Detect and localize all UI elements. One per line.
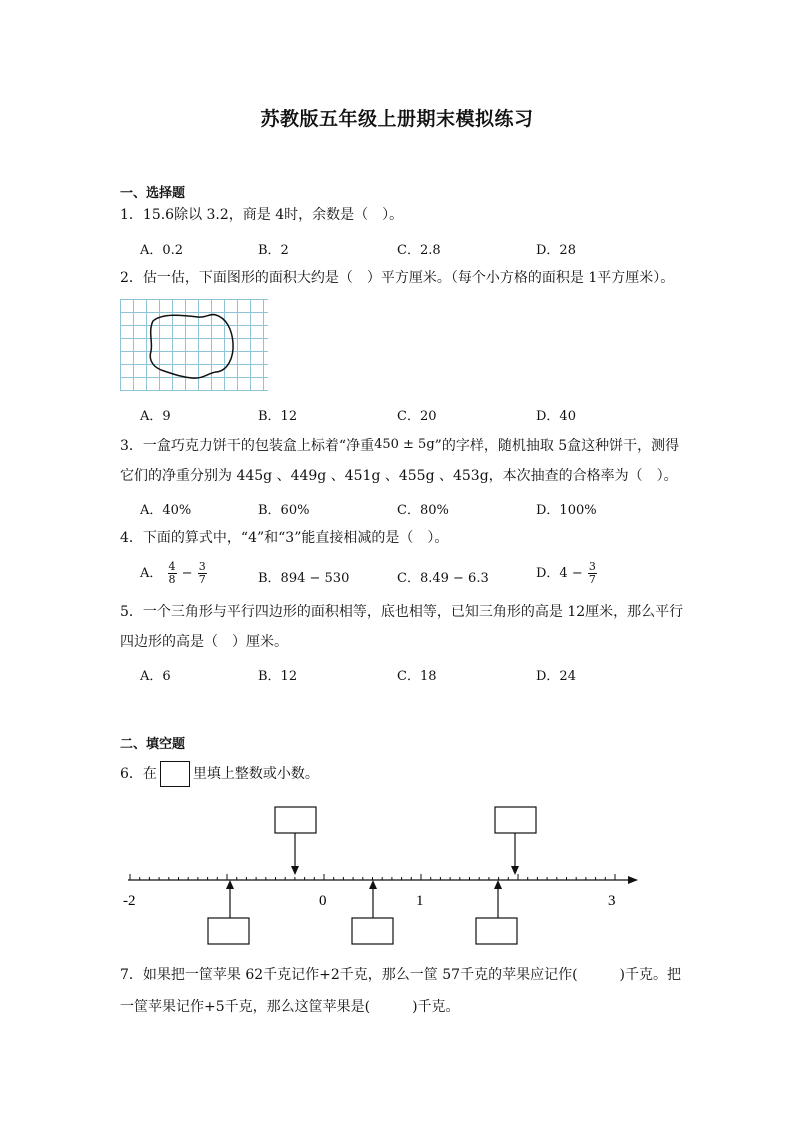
grid-figure — [120, 299, 268, 391]
q2-option-a[interactable]: A．9 — [140, 409, 171, 424]
q4-option-d[interactable] — [536, 557, 598, 591]
arrow-up-icon — [369, 880, 377, 889]
q4-option-c[interactable]: C．8.49 − 6.3 — [397, 571, 489, 586]
q3-option-b[interactable]: B．60% — [258, 503, 310, 518]
q1-option-a[interactable]: A．0.2 — [140, 243, 184, 258]
number-line-figure — [118, 800, 648, 950]
q2-option-d[interactable]: D．40 — [536, 409, 576, 424]
fraction-3-7 — [198, 561, 207, 586]
q6-text-post: 里填上整数或小数。 — [192, 766, 319, 782]
irregular-shape — [150, 315, 233, 379]
q1-option-c[interactable]: C．2.8 — [397, 243, 441, 258]
section-heading-choice: 一、选择题 — [120, 186, 186, 201]
denominator: 8 — [168, 573, 176, 586]
label-0: 0 — [319, 893, 327, 909]
question-7-line-2: 一筐苹果记作+5千克，那么这筐苹果是( )千克。 — [120, 999, 460, 1015]
question-3-line-1 — [120, 435, 679, 456]
q6-text-pre: 6．在 — [120, 766, 157, 782]
q3-option-a[interactable]: A．40% — [140, 503, 192, 518]
q4-option-d-label: D．4 − — [536, 566, 583, 581]
answer-box-bottom-1 — [208, 918, 249, 944]
numerator: 4 — [168, 560, 176, 573]
answer-box-top-2 — [495, 807, 536, 833]
question-2: 2．估一估，下面图形的面积大约是（ ）平方厘米。（每个小方格的面积是 1平方厘米）。 — [120, 270, 675, 286]
label-3: 3 — [608, 893, 616, 909]
arrow-down-icon — [291, 866, 299, 875]
label-1: 1 — [416, 893, 424, 909]
axis-arrow-icon — [628, 876, 638, 884]
question-3-line-2: 它们的净重分别为 445g 、449g 、451g 、455g 、453g，本次抽查的合格率为（ ）。 — [120, 468, 678, 484]
minus-sign: − — [181, 566, 193, 581]
denominator: 7 — [588, 573, 596, 586]
arrow-down-icon — [511, 866, 519, 875]
answer-box-top-1 — [275, 807, 316, 833]
section-heading-fill: 二、填空题 — [120, 737, 186, 752]
page-title: 苏教版五年级上册期末模拟练习 — [260, 108, 534, 130]
question-4: 4．下面的算式中，“4”和“3”能直接相减的是（ ）。 — [120, 530, 449, 546]
inline-blank-box — [160, 761, 190, 787]
q5-option-d[interactable]: D．24 — [536, 669, 576, 684]
q5-option-b[interactable]: B．12 — [258, 669, 298, 684]
q4-option-b[interactable]: B．894 − 530 — [258, 571, 350, 586]
label-neg2: -2 — [123, 893, 136, 909]
question-1: 1．15.6除以 3.2，商是 4时，余数是（ ）。 — [120, 207, 404, 223]
q1-option-b[interactable]: B．2 — [258, 243, 289, 258]
question-6 — [120, 760, 319, 788]
q3-net-weight: 450 ± 5g — [374, 437, 435, 452]
q2-option-b[interactable]: B．12 — [258, 409, 298, 424]
q2-option-c[interactable]: C．20 — [397, 409, 437, 424]
q5-option-c[interactable]: C．18 — [397, 669, 437, 684]
arrow-up-icon — [494, 880, 502, 889]
denominator: 7 — [198, 573, 206, 586]
q4-option-a-label: A． — [140, 566, 163, 581]
question-5-line-1: 5．一个三角形与平行四边形的面积相等，底也相等，已知三角形的高是 12厘米，那么平行 — [120, 604, 684, 620]
q3-option-c[interactable]: C．80% — [397, 503, 449, 518]
answer-box-bottom-2 — [352, 918, 393, 944]
numerator: 3 — [588, 560, 596, 573]
numerator: 3 — [198, 560, 206, 573]
q3-option-d[interactable]: D．100% — [536, 503, 597, 518]
q5-option-a[interactable]: A．6 — [140, 669, 171, 684]
q4-option-a[interactable] — [140, 557, 208, 591]
arrow-up-icon — [226, 880, 234, 889]
fraction-4-8 — [168, 561, 177, 586]
q3-text-pre: 3．一盒巧克力饼干的包装盒上标着“净重 — [120, 438, 375, 454]
fraction-3-7 — [588, 561, 597, 586]
question-7-line-1: 7．如果把一筐苹果 62千克记作+2千克，那么一筐 57千克的苹果应记作( )千克。把 — [120, 967, 681, 983]
question-5-line-2: 四边形的高是（ ）厘米。 — [120, 634, 288, 650]
answer-box-bottom-3 — [476, 918, 517, 944]
q3-text-post: ”的字样，随机抽取 5盒这种饼干，测得 — [434, 438, 680, 454]
q1-option-d[interactable]: D．28 — [536, 243, 576, 258]
